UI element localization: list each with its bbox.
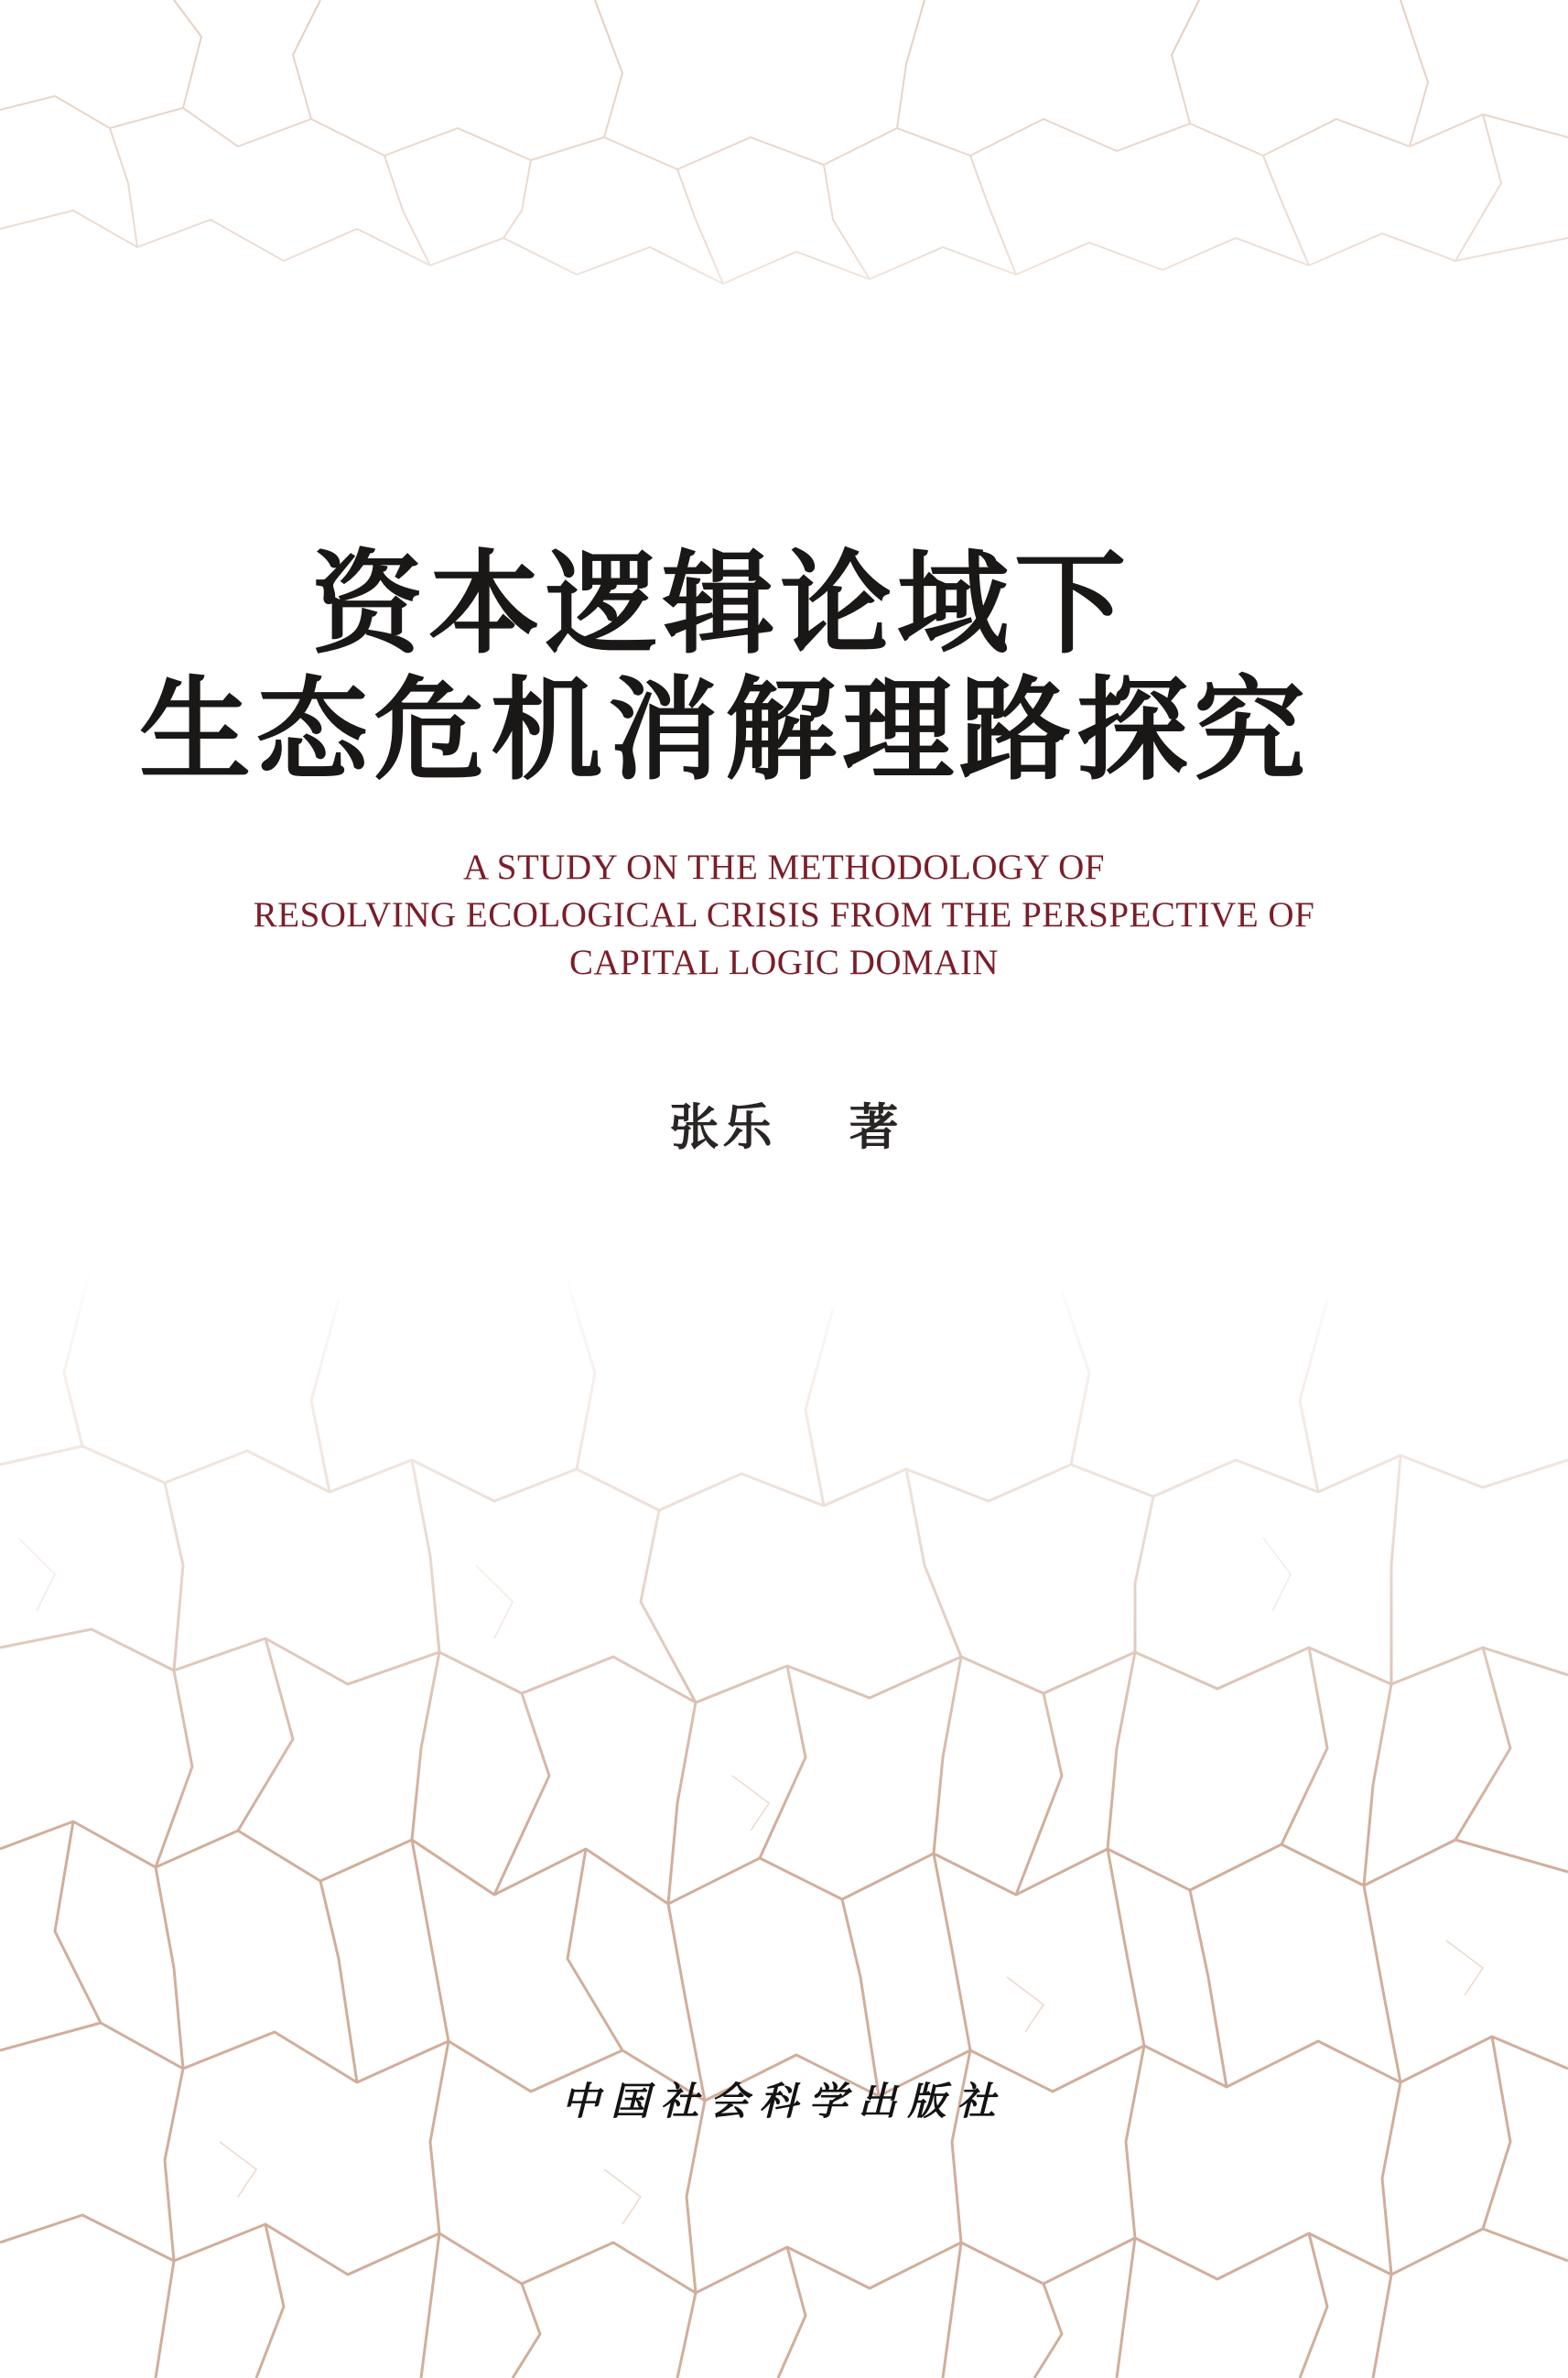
cracked-earth-texture-top	[0, 0, 1568, 384]
cracked-earth-texture-bottom	[0, 1263, 1568, 2378]
publisher-name: 中国社会科学出版社	[561, 2079, 1007, 2124]
main-title-line-1: 资本逻辑论域下	[311, 539, 1131, 669]
author-name: 张乐	[669, 1097, 776, 1156]
english-title	[0, 844, 1568, 987]
author-line	[0, 1095, 1568, 1159]
english-title-line-2: RESOLVING ECOLOGICAL CRISIS FROM THE PERSPECTIVE OF	[253, 895, 1315, 935]
main-title-line-2: 生态危机消解理路探究	[139, 665, 1311, 795]
author-role: 著	[849, 1097, 899, 1156]
english-title-line-1: A STUDY ON THE METHODOLOGY OF	[463, 848, 1105, 887]
english-title-line-3: CAPITAL LOGIC DOMAIN	[568, 943, 1000, 982]
